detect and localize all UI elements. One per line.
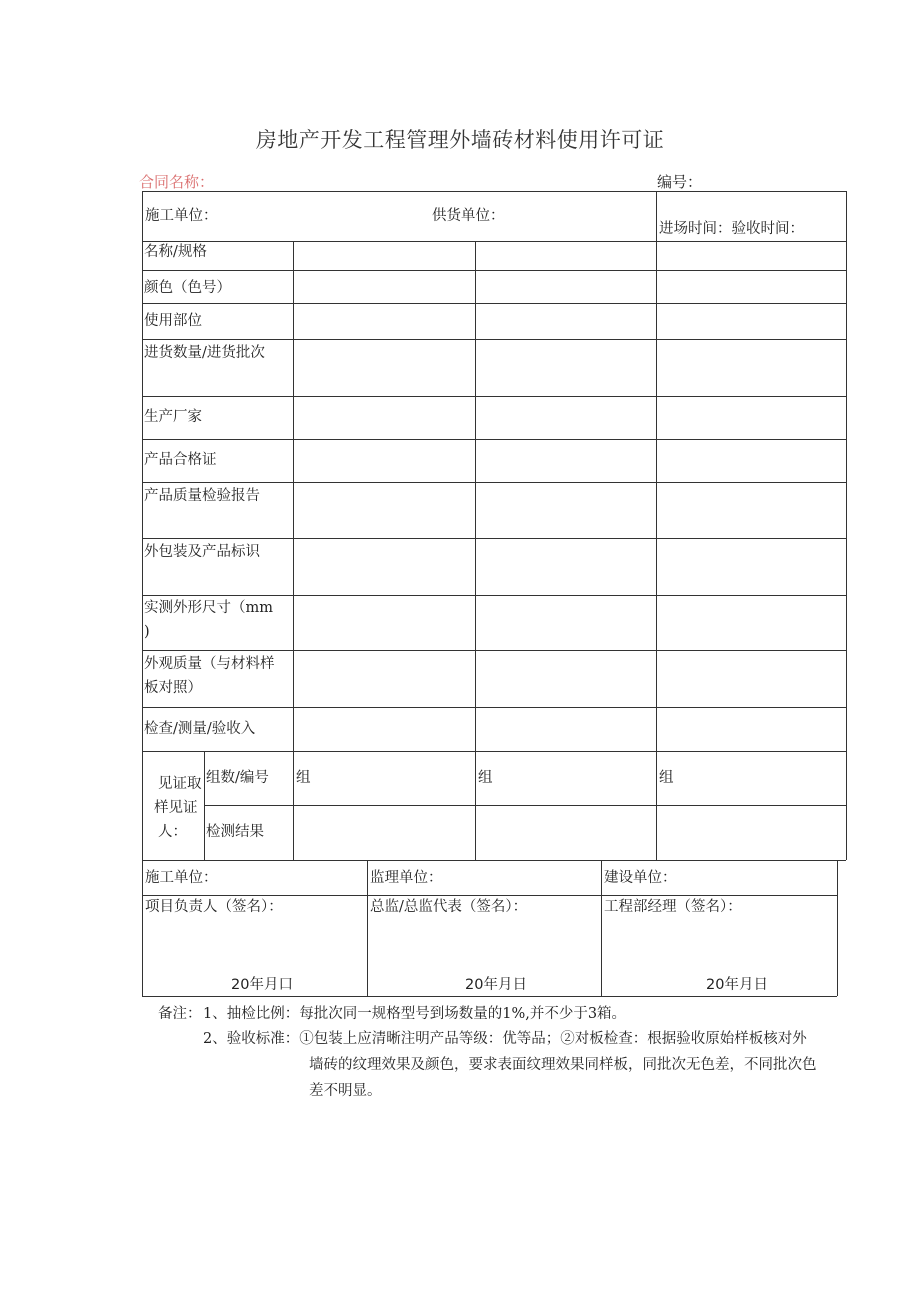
- contract-name-label: 合同名称：: [139, 173, 215, 191]
- row-label-certificate: 产品合格证: [144, 452, 217, 468]
- acceptance-time-label: 验收时间：: [731, 221, 804, 237]
- test-result-label: 检测结果: [206, 824, 264, 840]
- row-label-manufacturer: 生产厂家: [144, 409, 202, 425]
- row-label-inspector: 检查/测量/验收入: [144, 721, 256, 737]
- supplier-unit-label: 供货单位：: [432, 208, 505, 224]
- sig-date-1: 20年月口: [231, 977, 293, 993]
- group-number-label: 组数/编号: [206, 770, 269, 786]
- row-label-quality-report: 产品质量检验报告: [144, 488, 260, 504]
- entry-time-label: 进场时间：验收时间：: [659, 221, 804, 237]
- sig-project-manager: 项目负责人（签名）：: [145, 899, 283, 915]
- witness-label-line2: 样见证: [154, 800, 198, 816]
- sig-construction-unit: 施工单位：: [145, 870, 218, 886]
- note-1: 1、抽检比例：每批次同一规格型号到场数量的1%,并不少于3箱。: [203, 1006, 627, 1022]
- sig-supervision-unit: 监理单位：: [370, 870, 443, 886]
- sig-owner-unit: 建设单位：: [604, 870, 677, 886]
- witness-label-line3: 人：: [158, 824, 187, 840]
- sig-dept-manager: 工程部经理（签名）：: [604, 899, 742, 915]
- row-label-dimensions: 实测外形尺寸（mm: [144, 600, 273, 616]
- note-2: 2、验收标准：①包装上应清晰注明产品等级：优等品；②对板检查：根据验收原始样板核对外: [203, 1031, 807, 1047]
- row-label-quantity: 进货数量/进货批次: [144, 345, 265, 361]
- row-label-appearance-cont: 板对照）: [144, 680, 202, 696]
- row-label-appearance: 外观质量（与材料样: [144, 656, 275, 672]
- row-label-name-spec: 名称/规格: [144, 244, 207, 260]
- row-label-dimensions-cont: ): [144, 624, 150, 640]
- row-label-packaging: 外包装及产品标识: [144, 544, 260, 560]
- page-title: 房地产开发工程管理外墙砖材料使用许可证: [255, 128, 665, 152]
- note-2-cont-2: 差不明显。: [309, 1083, 382, 1099]
- group-cell-2: 组: [478, 770, 493, 786]
- sig-date-3: 20年月日: [706, 977, 768, 993]
- group-cell-1: 组: [296, 770, 311, 786]
- group-cell-3: 组: [659, 770, 674, 786]
- note-2-cont-1: 墙砖的纹理效果及颜色，要求表面纹理效果同样板，同批次无色差，不同批次色: [309, 1057, 817, 1073]
- construction-unit-label: 施工单位：: [145, 208, 218, 224]
- sig-date-2: 20年月日: [465, 977, 527, 993]
- number-label: 编号：: [657, 173, 703, 191]
- sig-chief-supervisor: 总监/总监代表（签名）：: [370, 899, 528, 915]
- witness-label-line1: 见证取: [158, 776, 202, 792]
- row-label-color: 颜色（色号）: [144, 280, 231, 296]
- notes-prefix: 备注：: [158, 1006, 202, 1022]
- row-label-usage-part: 使用部位: [144, 313, 202, 329]
